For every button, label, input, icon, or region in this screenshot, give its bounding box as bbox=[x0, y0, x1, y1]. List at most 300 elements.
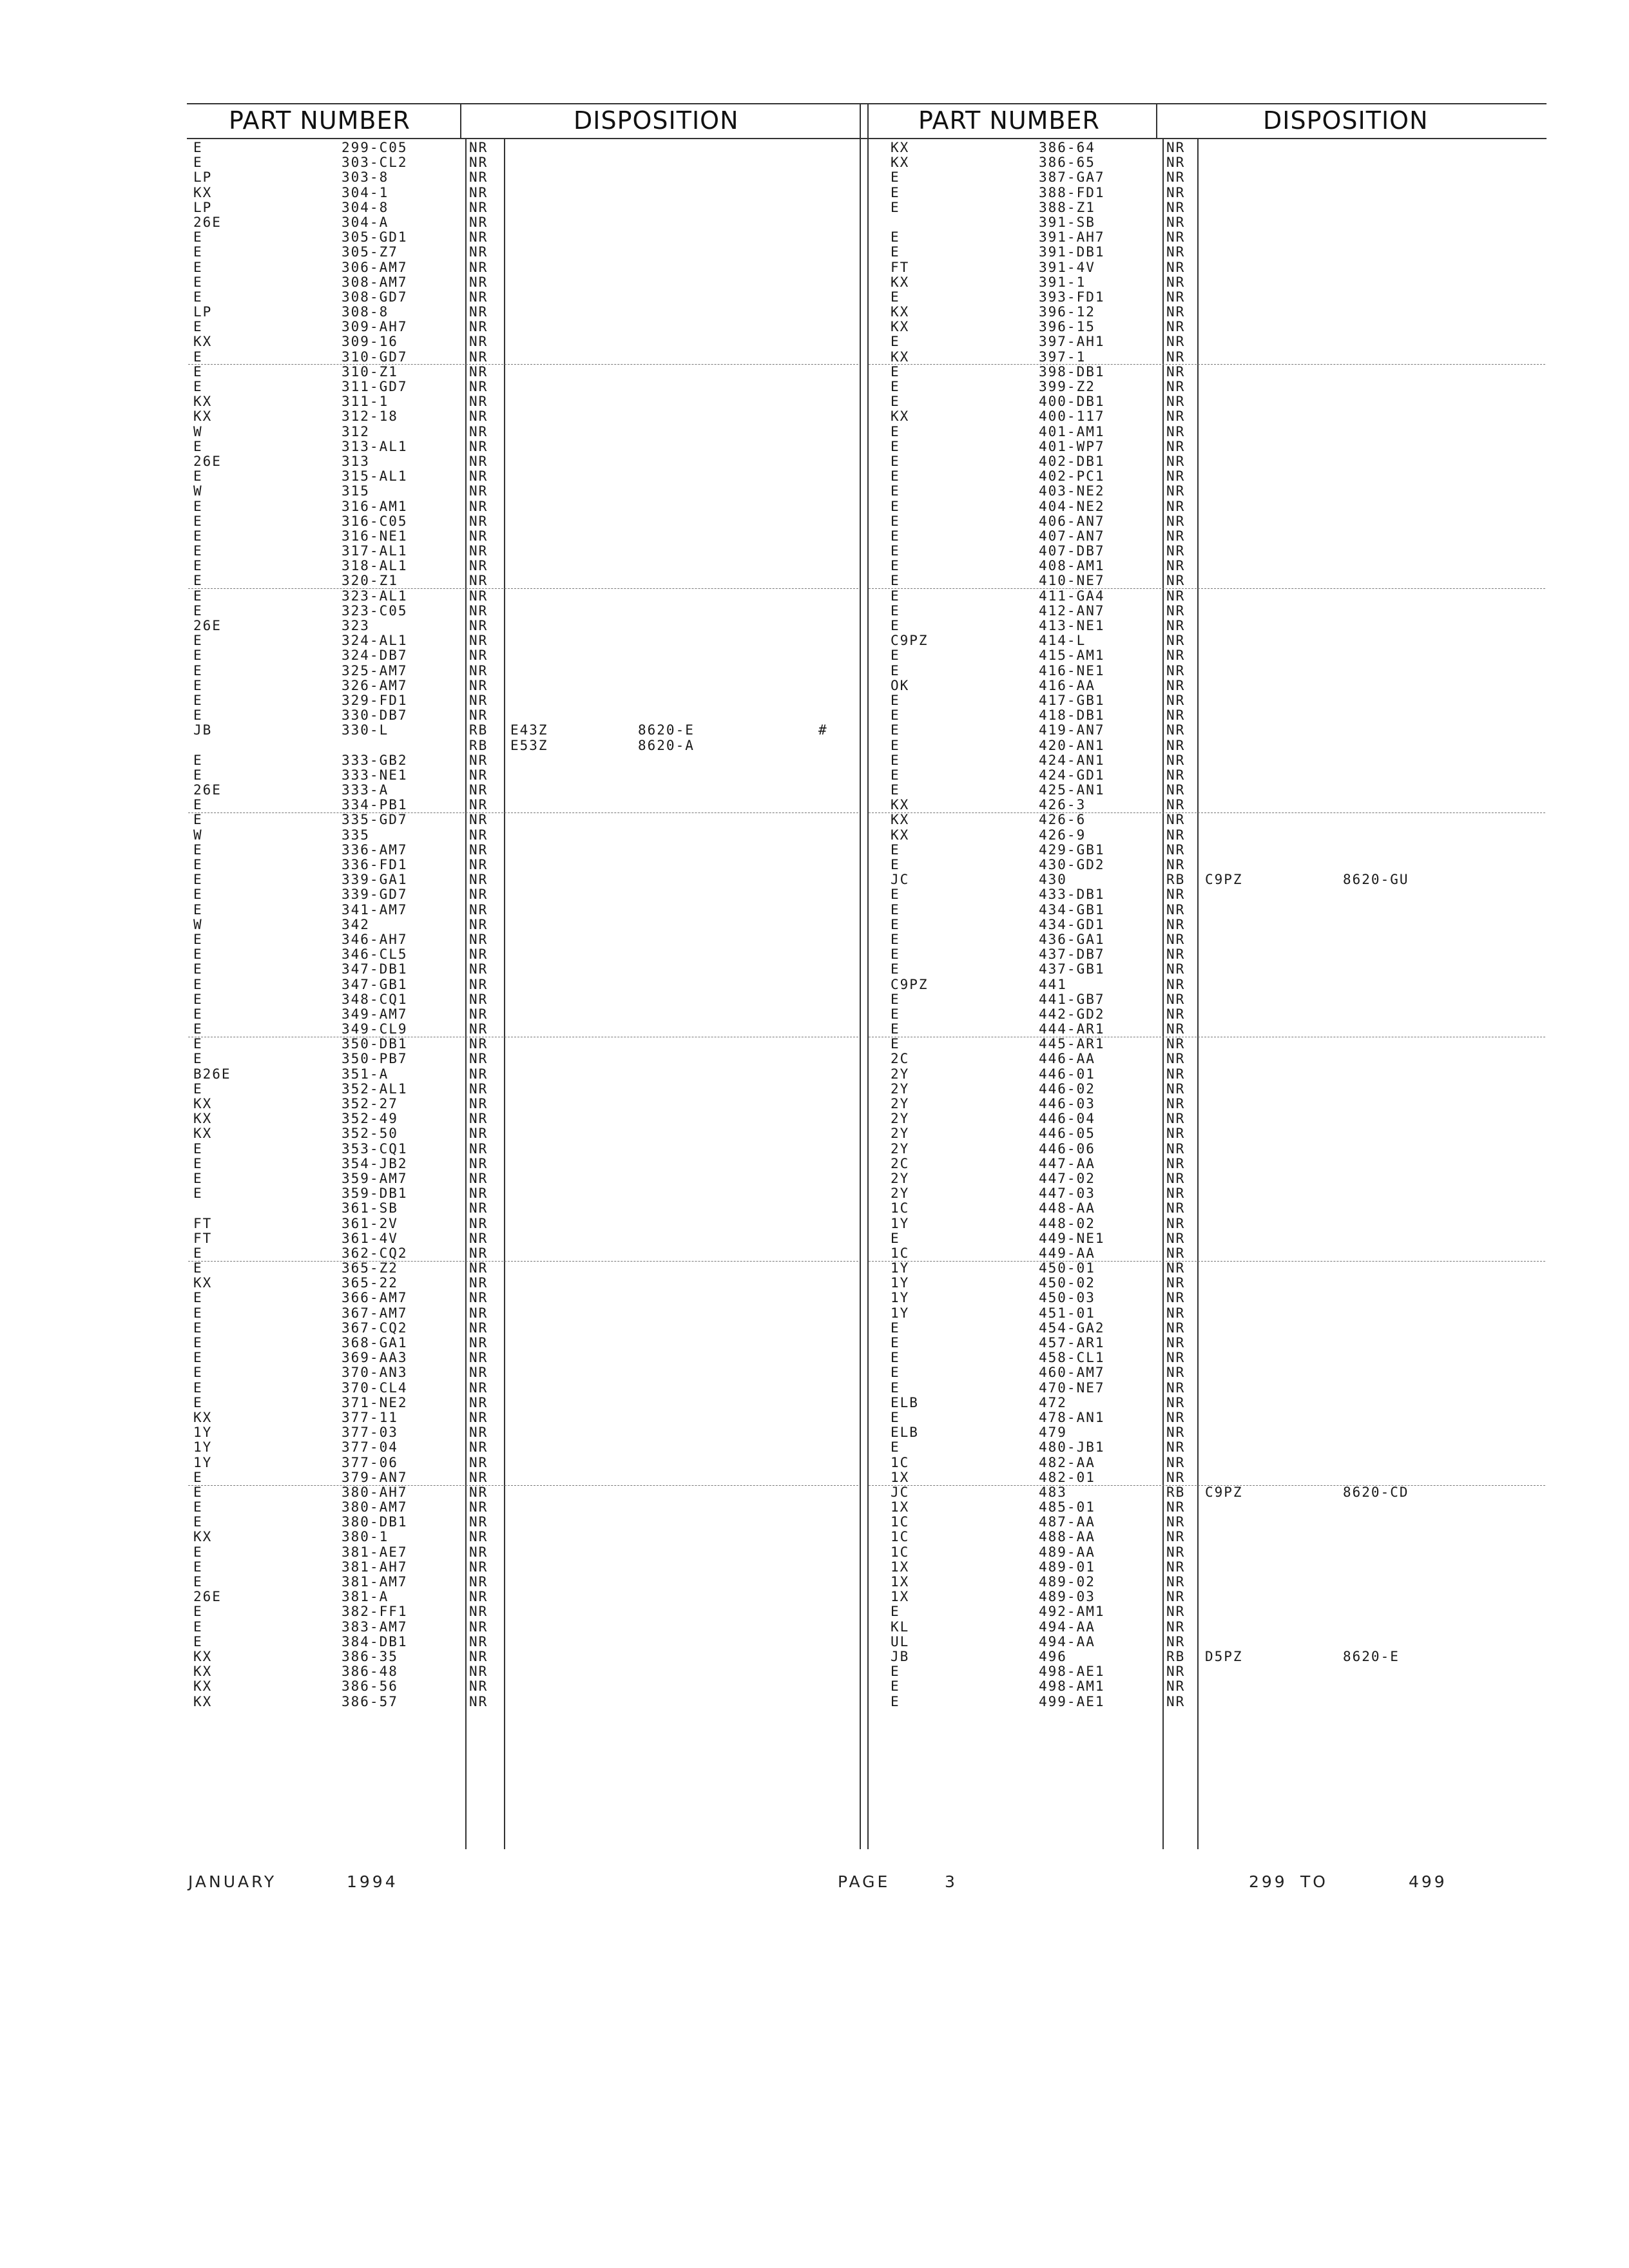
table-row bbox=[0, 753, 1629, 768]
table-row bbox=[0, 693, 1629, 708]
disposition-code: NR bbox=[1166, 707, 1186, 724]
part-number: 416-NE1 bbox=[1039, 662, 1105, 678]
part-number: 434-GD1 bbox=[1039, 916, 1105, 932]
part-number: 446-01 bbox=[1039, 1066, 1095, 1082]
part-number: 380-1 bbox=[342, 1529, 389, 1545]
part-number: 386-48 bbox=[342, 1664, 398, 1680]
part-number: 362-CQ2 bbox=[342, 1245, 408, 1261]
part-prefix: E bbox=[193, 1469, 203, 1485]
part-number: 391-DB1 bbox=[1039, 244, 1105, 260]
part-prefix: E bbox=[193, 1051, 203, 1067]
part-number: 377-04 bbox=[342, 1439, 398, 1456]
table-row bbox=[0, 320, 1629, 334]
disposition-code: NR bbox=[469, 289, 488, 305]
table-row bbox=[0, 918, 1629, 932]
part-prefix: E bbox=[891, 916, 900, 932]
part-prefix: E bbox=[193, 1514, 203, 1530]
disposition-code: NR bbox=[469, 797, 488, 813]
part-prefix: 2C bbox=[891, 1051, 910, 1067]
part-number: 326-AM7 bbox=[342, 677, 408, 693]
table-row bbox=[0, 365, 1629, 380]
part-number: 454-GA2 bbox=[1039, 1320, 1105, 1336]
part-number: 470-NE7 bbox=[1039, 1379, 1105, 1396]
part-number: 303-8 bbox=[342, 169, 389, 186]
table-row bbox=[0, 469, 1629, 484]
table-row bbox=[0, 1186, 1629, 1201]
part-prefix: W bbox=[193, 916, 203, 932]
disposition-code: NR bbox=[1166, 1379, 1186, 1396]
disposition-code: NR bbox=[1166, 1409, 1186, 1425]
part-number: 349-CL9 bbox=[342, 1021, 408, 1037]
left-part-number-header: PART NUMBER bbox=[229, 106, 410, 135]
part-prefix: 1C bbox=[891, 1529, 910, 1545]
disposition-code: NR bbox=[469, 1574, 488, 1590]
part-number: 446-02 bbox=[1039, 1081, 1095, 1097]
part-number: 487-AA bbox=[1039, 1514, 1095, 1530]
disposition-code: NR bbox=[469, 1275, 488, 1291]
disposition-code: NR bbox=[469, 677, 488, 693]
part-number: 311-GD7 bbox=[342, 379, 408, 394]
disposition-code: NR bbox=[1166, 602, 1186, 619]
part-number: 312-18 bbox=[342, 408, 398, 425]
disposition-code: NR bbox=[1166, 334, 1186, 350]
part-prefix: E bbox=[193, 931, 203, 947]
part-prefix: KX bbox=[891, 140, 910, 155]
part-number: 333-NE1 bbox=[342, 767, 408, 783]
part-number: 449-AA bbox=[1039, 1245, 1095, 1261]
disposition-code: NR bbox=[1166, 1439, 1186, 1456]
table-row bbox=[0, 350, 1629, 365]
part-prefix: LP bbox=[193, 304, 213, 320]
disposition-code: NR bbox=[469, 169, 488, 186]
footer-range-to-label: TO bbox=[1300, 1872, 1328, 1891]
part-number: 365-22 bbox=[342, 1275, 398, 1291]
part-number: 384-DB1 bbox=[342, 1633, 408, 1649]
disposition-code: NR bbox=[469, 1394, 488, 1410]
part-prefix: UL bbox=[891, 1633, 910, 1649]
part-number: 370-CL4 bbox=[342, 1379, 408, 1396]
part-number: 391-4V bbox=[1039, 259, 1095, 275]
table-row bbox=[0, 1007, 1629, 1022]
disposition-code: RB bbox=[1166, 1648, 1186, 1664]
part-prefix: E bbox=[891, 438, 900, 454]
disposition-code: NR bbox=[469, 1439, 488, 1456]
part-number: 492-AM1 bbox=[1039, 1604, 1105, 1620]
disposition-code: NR bbox=[469, 1215, 488, 1231]
part-number: 479 bbox=[1039, 1425, 1067, 1441]
part-number: 442-GD2 bbox=[1039, 1006, 1105, 1022]
part-number: 383-AM7 bbox=[342, 1619, 408, 1635]
disposition-code: NR bbox=[469, 423, 488, 439]
table-row bbox=[0, 1604, 1629, 1619]
disposition-code: NR bbox=[1166, 1678, 1186, 1695]
table-row bbox=[0, 439, 1629, 454]
part-prefix: E bbox=[193, 1394, 203, 1410]
disposition-code: NR bbox=[469, 633, 488, 649]
disposition-code: NR bbox=[1166, 1365, 1186, 1381]
replacement-prefix: D5PZ bbox=[1205, 1648, 1243, 1664]
part-number: 399-Z2 bbox=[1039, 379, 1095, 394]
table-row bbox=[0, 425, 1629, 439]
part-number: 315 bbox=[342, 483, 370, 499]
disposition-code: NR bbox=[469, 1664, 488, 1680]
part-prefix: 1Y bbox=[193, 1454, 213, 1470]
part-prefix: E bbox=[891, 767, 900, 783]
part-number: 347-GB1 bbox=[342, 976, 408, 992]
part-number: 446-06 bbox=[1039, 1140, 1095, 1157]
part-prefix: E bbox=[193, 468, 203, 485]
disposition-code: NR bbox=[1166, 1126, 1186, 1142]
part-prefix: KX bbox=[193, 1126, 213, 1142]
table-row bbox=[0, 1575, 1629, 1590]
disposition-code: NR bbox=[469, 812, 488, 828]
part-number: 336-FD1 bbox=[342, 857, 408, 872]
part-prefix: E bbox=[193, 1305, 203, 1321]
part-number: 313-AL1 bbox=[342, 438, 408, 454]
part-prefix: E bbox=[193, 588, 203, 604]
disposition-code: NR bbox=[1166, 1454, 1186, 1470]
disposition-code: NR bbox=[1166, 1693, 1186, 1709]
table-row bbox=[0, 1590, 1629, 1604]
disposition-code: NR bbox=[469, 304, 488, 320]
disposition-code: RB bbox=[1166, 872, 1186, 888]
table-row bbox=[0, 514, 1629, 529]
table-row bbox=[0, 544, 1629, 559]
footer-range-to: 499 bbox=[1409, 1872, 1447, 1891]
part-number: 367-CQ2 bbox=[342, 1320, 408, 1336]
disposition-code: NR bbox=[469, 453, 488, 469]
table-row bbox=[0, 977, 1629, 992]
table-row bbox=[0, 529, 1629, 544]
disposition-code: NR bbox=[1166, 453, 1186, 469]
disposition-code: NR bbox=[1166, 558, 1186, 574]
part-number: 407-DB7 bbox=[1039, 543, 1105, 559]
part-prefix: E bbox=[193, 543, 203, 559]
part-number: 402-PC1 bbox=[1039, 468, 1105, 485]
table-row bbox=[0, 1037, 1629, 1052]
footer-month: JANUARY bbox=[188, 1872, 277, 1891]
part-prefix: E bbox=[193, 602, 203, 619]
part-number: 446-AA bbox=[1039, 1051, 1095, 1067]
part-number: 446-04 bbox=[1039, 1111, 1095, 1127]
part-number: 311-1 bbox=[342, 394, 389, 410]
part-prefix: E bbox=[891, 602, 900, 619]
disposition-code: NR bbox=[469, 767, 488, 783]
part-prefix: E bbox=[193, 259, 203, 275]
part-number: 316-AM1 bbox=[342, 498, 408, 514]
part-prefix: KX bbox=[193, 1096, 213, 1111]
part-prefix: E bbox=[891, 618, 900, 633]
table-row bbox=[0, 1052, 1629, 1066]
part-number: 418-DB1 bbox=[1039, 707, 1105, 724]
part-number: 318-AL1 bbox=[342, 558, 408, 574]
part-prefix: 1X bbox=[891, 1469, 910, 1485]
part-prefix: KL bbox=[891, 1619, 910, 1635]
part-number: 488-AA bbox=[1039, 1529, 1095, 1545]
part-prefix: ELB bbox=[891, 1394, 919, 1410]
disposition-code: NR bbox=[469, 976, 488, 992]
part-prefix: E bbox=[193, 1619, 203, 1635]
part-number: 412-AN7 bbox=[1039, 602, 1105, 619]
part-number: 359-DB1 bbox=[342, 1186, 408, 1202]
disposition-code: NR bbox=[1166, 722, 1186, 738]
part-prefix: E bbox=[891, 453, 900, 469]
part-prefix: 1X bbox=[891, 1559, 910, 1575]
disposition-code: NR bbox=[469, 140, 488, 155]
disposition-code: NR bbox=[1166, 423, 1186, 439]
disposition-code: NR bbox=[469, 1111, 488, 1127]
table-row bbox=[0, 1410, 1629, 1425]
part-prefix: E bbox=[193, 289, 203, 305]
part-number: 401-AM1 bbox=[1039, 423, 1105, 439]
part-prefix: 2Y bbox=[891, 1170, 910, 1186]
disposition-code: NR bbox=[1166, 1006, 1186, 1022]
disposition-code: NR bbox=[1166, 1544, 1186, 1560]
table-row bbox=[0, 1664, 1629, 1679]
part-number: 441-GB7 bbox=[1039, 991, 1105, 1007]
replacement-part: 8620-A bbox=[638, 737, 695, 753]
disposition-code: NR bbox=[1166, 931, 1186, 947]
part-number: 426-9 bbox=[1039, 827, 1086, 843]
part-number: 316-NE1 bbox=[342, 528, 408, 544]
disposition-code: NR bbox=[469, 1155, 488, 1171]
disposition-code: NR bbox=[469, 1529, 488, 1545]
part-number: 447-03 bbox=[1039, 1186, 1095, 1202]
part-prefix: E bbox=[891, 588, 900, 604]
part-number: 377-03 bbox=[342, 1425, 398, 1441]
disposition-code: NR bbox=[1166, 289, 1186, 305]
part-number: 448-AA bbox=[1039, 1200, 1095, 1216]
disposition-code: NR bbox=[1166, 1320, 1186, 1336]
table-row bbox=[0, 843, 1629, 858]
right-part-number-header: PART NUMBER bbox=[918, 106, 1100, 135]
part-number: 430 bbox=[1039, 872, 1067, 888]
table-row bbox=[0, 394, 1629, 409]
part-prefix: 2Y bbox=[891, 1066, 910, 1082]
part-prefix: E bbox=[193, 558, 203, 574]
disposition-code: NR bbox=[1166, 363, 1186, 380]
part-prefix: E bbox=[193, 1544, 203, 1560]
part-prefix: E bbox=[891, 1439, 900, 1456]
part-number: 380-AH7 bbox=[342, 1484, 408, 1500]
part-number: 437-DB7 bbox=[1039, 947, 1105, 963]
disposition-code: NR bbox=[1166, 349, 1186, 365]
disposition-code: NR bbox=[469, 1006, 488, 1022]
table-row bbox=[0, 633, 1629, 648]
disposition-code: NR bbox=[1166, 1140, 1186, 1157]
part-prefix: KX bbox=[193, 408, 213, 425]
part-prefix: E bbox=[193, 991, 203, 1007]
disposition-code: NR bbox=[1166, 991, 1186, 1007]
part-prefix: C9PZ bbox=[891, 633, 929, 649]
row-note: # bbox=[818, 722, 828, 738]
disposition-code: NR bbox=[469, 468, 488, 485]
table-row bbox=[0, 170, 1629, 185]
part-prefix: E bbox=[891, 707, 900, 724]
part-number: 496 bbox=[1039, 1648, 1067, 1664]
part-number: 303-CL2 bbox=[342, 155, 408, 171]
part-prefix: E bbox=[891, 1006, 900, 1022]
part-prefix: E bbox=[891, 394, 900, 410]
part-prefix: KX bbox=[891, 797, 910, 813]
part-number: 325-AM7 bbox=[342, 662, 408, 678]
part-prefix: E bbox=[193, 1633, 203, 1649]
part-prefix: KX bbox=[193, 1678, 213, 1695]
disposition-code: NR bbox=[469, 334, 488, 350]
part-prefix: E bbox=[193, 1036, 203, 1052]
part-number: 350-PB7 bbox=[342, 1051, 408, 1067]
part-number: 379-AN7 bbox=[342, 1469, 408, 1485]
disposition-code: NR bbox=[1166, 274, 1186, 290]
table-row bbox=[0, 380, 1629, 394]
disposition-code: NR bbox=[469, 379, 488, 394]
table-row bbox=[0, 947, 1629, 962]
part-prefix: E bbox=[193, 573, 203, 589]
table-row bbox=[0, 1306, 1629, 1321]
part-prefix: W bbox=[193, 827, 203, 843]
disposition-code: NR bbox=[469, 662, 488, 678]
part-number: 401-WP7 bbox=[1039, 438, 1105, 454]
part-prefix: E bbox=[891, 229, 900, 245]
table-row bbox=[0, 1157, 1629, 1171]
part-number: 309-16 bbox=[342, 334, 398, 350]
part-number: 305-Z7 bbox=[342, 244, 398, 260]
part-prefix: E bbox=[891, 841, 900, 858]
part-number: 433-DB1 bbox=[1039, 887, 1105, 903]
part-prefix: 1Y bbox=[891, 1215, 910, 1231]
part-number: 359-AM7 bbox=[342, 1170, 408, 1186]
part-prefix: E bbox=[193, 872, 203, 888]
disposition-code: NR bbox=[1166, 901, 1186, 918]
part-number: 368-GA1 bbox=[342, 1335, 408, 1350]
part-number: 446-05 bbox=[1039, 1126, 1095, 1142]
table-row bbox=[0, 305, 1629, 320]
disposition-code: NR bbox=[1166, 961, 1186, 977]
disposition-code: NR bbox=[1166, 692, 1186, 708]
disposition-code: NR bbox=[1166, 214, 1186, 230]
table-row bbox=[0, 992, 1629, 1007]
part-prefix: E bbox=[891, 1335, 900, 1350]
part-number: 425-AN1 bbox=[1039, 782, 1105, 798]
table-row bbox=[0, 1381, 1629, 1396]
disposition-code: NR bbox=[469, 1693, 488, 1709]
disposition-code: NR bbox=[1166, 752, 1186, 768]
part-number: 381-AE7 bbox=[342, 1544, 408, 1560]
part-number: 380-DB1 bbox=[342, 1514, 408, 1530]
part-number: 346-CL5 bbox=[342, 947, 408, 963]
part-number: 426-6 bbox=[1039, 812, 1086, 828]
part-prefix: E bbox=[193, 1006, 203, 1022]
disposition-code: NR bbox=[1166, 782, 1186, 798]
disposition-code: NR bbox=[1166, 1290, 1186, 1306]
part-prefix: JB bbox=[891, 1648, 910, 1664]
disposition-code: NR bbox=[1166, 1425, 1186, 1441]
disposition-code: NR bbox=[469, 214, 488, 230]
part-number: 482-AA bbox=[1039, 1454, 1095, 1470]
part-prefix: E bbox=[891, 961, 900, 977]
disposition-code: RB bbox=[469, 737, 488, 753]
disposition-code: NR bbox=[469, 887, 488, 903]
disposition-code: NR bbox=[1166, 1619, 1186, 1635]
part-number: 324-DB7 bbox=[342, 648, 408, 664]
part-number: 347-DB1 bbox=[342, 961, 408, 977]
table-row bbox=[0, 559, 1629, 573]
part-prefix: E bbox=[891, 692, 900, 708]
disposition-code: NR bbox=[469, 931, 488, 947]
disposition-code: NR bbox=[469, 1409, 488, 1425]
part-number: 447-02 bbox=[1039, 1170, 1095, 1186]
disposition-code: NR bbox=[1166, 438, 1186, 454]
part-prefix: E bbox=[193, 1559, 203, 1575]
part-prefix: 1C bbox=[891, 1544, 910, 1560]
disposition-code: NR bbox=[469, 543, 488, 559]
table-row bbox=[0, 664, 1629, 678]
table-row bbox=[0, 230, 1629, 245]
disposition-code: NR bbox=[469, 901, 488, 918]
part-prefix: E bbox=[891, 1021, 900, 1037]
part-number: 499-AE1 bbox=[1039, 1693, 1105, 1709]
part-number: 391-SB bbox=[1039, 214, 1095, 230]
table-row bbox=[0, 1261, 1629, 1276]
part-prefix: E bbox=[891, 184, 900, 200]
disposition-code: NR bbox=[1166, 1633, 1186, 1649]
right-header-divider bbox=[1156, 103, 1157, 139]
replacement-prefix: E43Z bbox=[510, 722, 548, 738]
disposition-code: NR bbox=[469, 1096, 488, 1111]
part-number: 445-AR1 bbox=[1039, 1036, 1105, 1052]
disposition-code: NR bbox=[1166, 767, 1186, 783]
part-number: 485-01 bbox=[1039, 1499, 1095, 1515]
disposition-code: NR bbox=[1166, 1559, 1186, 1575]
part-number: 386-56 bbox=[342, 1678, 398, 1695]
disposition-code: NR bbox=[1166, 648, 1186, 664]
part-number: 304-A bbox=[342, 214, 389, 230]
table-row bbox=[0, 903, 1629, 918]
part-prefix: E bbox=[193, 274, 203, 290]
table-row bbox=[0, 290, 1629, 305]
disposition-code: NR bbox=[1166, 1394, 1186, 1410]
table-row bbox=[0, 1246, 1629, 1261]
part-number: 341-AM7 bbox=[342, 901, 408, 918]
disposition-code: NR bbox=[1166, 1469, 1186, 1485]
part-prefix: 2Y bbox=[891, 1111, 910, 1127]
disposition-code: NR bbox=[1166, 169, 1186, 186]
table-row bbox=[0, 872, 1629, 887]
part-number: 450-01 bbox=[1039, 1260, 1095, 1276]
part-number: 478-AN1 bbox=[1039, 1409, 1105, 1425]
disposition-code: NR bbox=[469, 1051, 488, 1067]
part-number: 386-35 bbox=[342, 1648, 398, 1664]
table-row bbox=[0, 962, 1629, 977]
part-prefix: 26E bbox=[193, 782, 222, 798]
part-number: 458-CL1 bbox=[1039, 1350, 1105, 1366]
part-number: 437-GB1 bbox=[1039, 961, 1105, 977]
part-prefix: E bbox=[891, 1379, 900, 1396]
footer-page-label: PAGE bbox=[838, 1872, 891, 1891]
part-prefix: KX bbox=[891, 812, 910, 828]
table-row bbox=[0, 1321, 1629, 1336]
part-number: 411-GA4 bbox=[1039, 588, 1105, 604]
part-prefix: E bbox=[193, 229, 203, 245]
part-prefix: E bbox=[891, 1409, 900, 1425]
part-number: 330-DB7 bbox=[342, 707, 408, 724]
part-prefix: E bbox=[891, 648, 900, 664]
part-prefix: 1C bbox=[891, 1514, 910, 1530]
table-row bbox=[0, 1649, 1629, 1664]
part-number: 450-03 bbox=[1039, 1290, 1095, 1306]
part-prefix: 1X bbox=[891, 1499, 910, 1515]
part-prefix: KX bbox=[193, 334, 213, 350]
